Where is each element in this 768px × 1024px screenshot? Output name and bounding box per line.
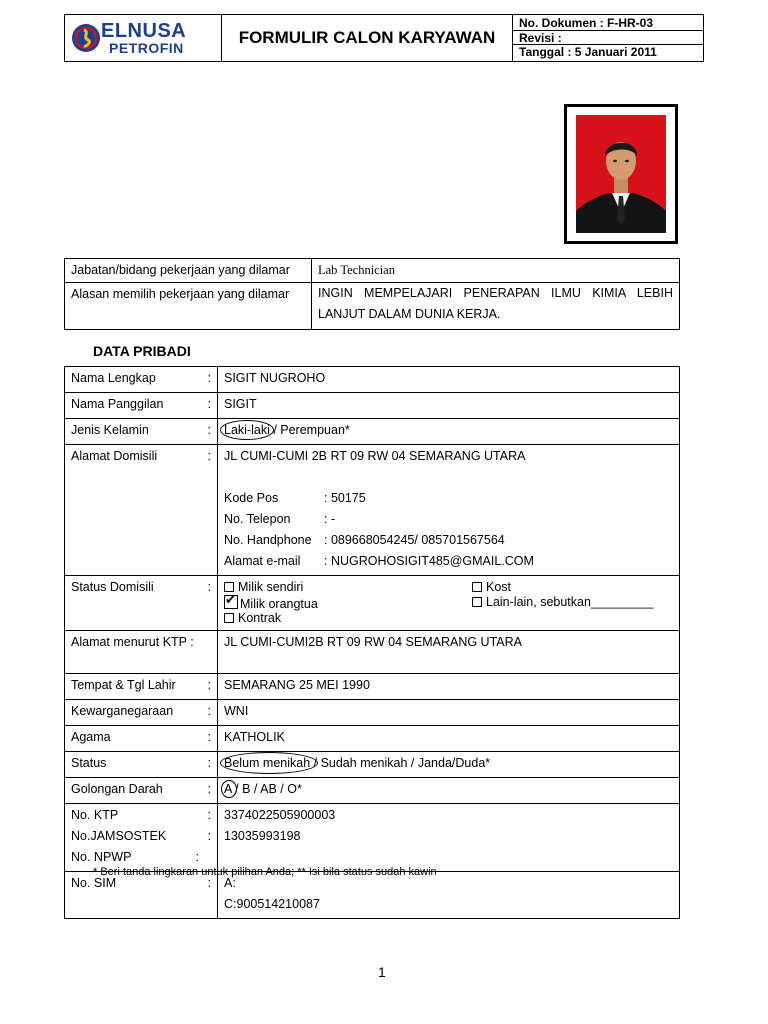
- footnote: * Beri tanda lingkaran untuk pilihan Anda; ** Isi bila status sudah kawin: [93, 866, 437, 878]
- company-logo: [65, 15, 222, 61]
- postal-code-label: Kode Pos: [224, 491, 279, 505]
- label-agama: Agama: [71, 730, 111, 744]
- colon: :: [207, 423, 211, 437]
- table-row: [65, 700, 680, 726]
- label-status: Status: [71, 756, 107, 770]
- blood-type-value: [218, 778, 680, 804]
- label-status-domisili: Status Domisili: [71, 580, 154, 594]
- colon: :: [207, 829, 211, 843]
- selection-circle: [220, 752, 318, 774]
- reason-value: INGIN MEMPELAJARI PENERAPAN ILMU KIMIA LEBIH LANJUT DALAM DUNIA KERJA.: [312, 283, 680, 330]
- field-label: [65, 804, 218, 872]
- birth-value: [218, 674, 680, 700]
- document-meta: [513, 15, 703, 61]
- id-numbers-value: [218, 804, 680, 872]
- table-row: [65, 259, 680, 283]
- revision: Revisi :: [519, 31, 562, 45]
- table-row: [65, 726, 680, 752]
- jamsostek-number: 13035993198: [224, 829, 301, 843]
- applicant-photo: [564, 104, 678, 244]
- label-ttl: Tempat & Tgl Lahir: [71, 678, 176, 692]
- ktp-address-text: JL CUMI-CUMI2B RT 09 RW 04 SEMARANG UTARA: [224, 635, 522, 649]
- table-row: [65, 872, 680, 919]
- table-row: [65, 393, 680, 419]
- colon: :: [207, 730, 211, 744]
- label-ktp: No. KTP: [71, 808, 119, 822]
- address-text: JL CUMI-CUMI 2B RT 09 RW 04 SEMARANG UTARA: [224, 449, 526, 463]
- table-row: [65, 445, 680, 576]
- selection-circle: [221, 780, 237, 798]
- position-label: Jabatan/bidang pekerjaan yang dilamar: [65, 259, 312, 283]
- marital-status-options: Belum menikah / Sudah menikah / Janda/Duda*: [224, 756, 491, 770]
- option-kost: Kost: [472, 580, 511, 594]
- label-sim: No. SIM: [71, 876, 117, 890]
- logo-text-petrofin: PETROFIN: [109, 40, 184, 56]
- label-jamsostek: No.JAMSOSTEK: [71, 829, 167, 843]
- gender-value: [218, 419, 680, 445]
- colon: :: [207, 397, 211, 411]
- ktp-number: 3374022505900003: [224, 808, 336, 822]
- address-block: [218, 445, 680, 576]
- reason-label: Alasan memilih pekerjaan yang dilamar: [65, 283, 312, 330]
- table-row: [65, 674, 680, 700]
- position-value: Lab Technician: [312, 259, 680, 283]
- table-row: [65, 752, 680, 778]
- table-row: [65, 419, 680, 445]
- phone-value: : -: [324, 512, 336, 526]
- phone-label: No. Telepon: [224, 512, 291, 526]
- field-label: [65, 631, 218, 674]
- checked-checkbox: [224, 592, 238, 609]
- blood-type-options: A / B / AB / O*: [224, 782, 302, 796]
- nickname-value: [218, 393, 680, 419]
- handphone-row: [224, 531, 673, 552]
- nationality-value: [218, 700, 680, 726]
- residence-status-options: [218, 576, 680, 631]
- gender-options: Laki-laki / Perempuan*: [224, 423, 350, 437]
- label-nama-panggilan: Nama Panggilan: [71, 397, 164, 411]
- checkmark-icon: ✔: [225, 592, 236, 607]
- colon: :: [207, 782, 211, 796]
- doc-date: Tanggal : 5 Januari 2011: [519, 45, 657, 59]
- field-label: [65, 726, 218, 752]
- elnusa-emblem-icon: [71, 23, 101, 53]
- email-label: Alamat e-mail: [224, 554, 301, 568]
- full-name-text: SIGIT NUGROHO: [224, 371, 326, 385]
- table-row: [65, 778, 680, 804]
- field-label: [65, 752, 218, 778]
- label-jenis-kelamin: Jenis Kelamin: [71, 423, 149, 437]
- page-number: 1: [378, 964, 386, 980]
- form-title: FORMULIR CALON KARYAWAN: [222, 15, 513, 61]
- colon: :: [207, 371, 211, 385]
- colon: :: [207, 808, 211, 822]
- field-label: [65, 419, 218, 445]
- field-label: [65, 393, 218, 419]
- checkbox: [472, 582, 482, 592]
- section-title-data-pribadi: DATA PRIBADI: [93, 343, 191, 359]
- table-row: [65, 283, 680, 330]
- email-row: [224, 552, 673, 573]
- label-kewarganegaraan: Kewarganegaraan: [71, 704, 174, 718]
- table-row: [65, 367, 680, 393]
- colon: :: [207, 756, 211, 770]
- table-row: [65, 804, 680, 872]
- sim-c: C:900514210087: [224, 897, 320, 911]
- field-label: [65, 872, 218, 919]
- colon: :: [195, 850, 199, 864]
- checkbox: [224, 582, 234, 592]
- birth-text: SEMARANG 25 MEI 1990: [224, 678, 370, 692]
- colon: :: [207, 704, 211, 718]
- nickname-text: SIGIT: [224, 397, 257, 411]
- ktp-address-value: [218, 631, 680, 674]
- field-label: [65, 445, 218, 576]
- full-name-value: [218, 367, 680, 393]
- postal-code-row: [224, 489, 673, 510]
- field-label: [65, 700, 218, 726]
- document-header: [64, 14, 704, 62]
- phone-row: [224, 510, 673, 531]
- label-nama-lengkap: Nama Lengkap: [71, 371, 156, 385]
- label-alamat-domisili: Alamat Domisili: [71, 449, 158, 463]
- colon: :: [207, 580, 211, 594]
- field-label: [65, 576, 218, 631]
- checkbox: [472, 597, 482, 607]
- spacer: [224, 468, 673, 489]
- job-application-table: [64, 258, 680, 330]
- option-lain-lain: Lain-lain, sebutkan_________: [472, 595, 654, 609]
- doc-number: No. Dokumen : F-HR-03: [519, 16, 654, 30]
- religion-text: KATHOLIK: [224, 730, 285, 744]
- colon: :: [207, 449, 211, 463]
- label-golongan-darah: Golongan Darah: [71, 782, 163, 796]
- personal-data-table: [64, 366, 680, 919]
- checkbox: [224, 613, 234, 623]
- postal-code-value: : 50175: [324, 491, 366, 505]
- field-label: [65, 367, 218, 393]
- colon: :: [207, 876, 211, 890]
- selection-circle: [220, 420, 274, 440]
- colon: :: [207, 678, 211, 692]
- handphone-value: : 089668054245/ 085701567564: [324, 533, 505, 547]
- nationality-text: WNI: [224, 704, 249, 718]
- option-kontrak: Kontrak: [224, 611, 281, 625]
- logo-text-elnusa: ELNUSA: [101, 20, 187, 42]
- handphone-label: No. Handphone: [224, 533, 312, 547]
- email-value: : NUGROHOSIGIT485@GMAIL.COM: [324, 554, 534, 568]
- label-npwp: No. NPWP: [71, 850, 132, 864]
- field-label: [65, 778, 218, 804]
- option-milik-sendiri: Milik sendiri: [224, 580, 303, 594]
- table-row: [65, 631, 680, 674]
- field-label: [65, 674, 218, 700]
- sim-value: [218, 872, 680, 919]
- label-alamat-ktp: Alamat menurut KTP :: [71, 635, 194, 649]
- applicant-portrait-image: [576, 115, 666, 233]
- marital-status-value: [218, 752, 680, 778]
- option-milik-orangtua: ✔ Milik orangtua: [225, 592, 318, 611]
- religion-value: [218, 726, 680, 752]
- sim-a: A:: [224, 876, 236, 890]
- table-row: [65, 576, 680, 631]
